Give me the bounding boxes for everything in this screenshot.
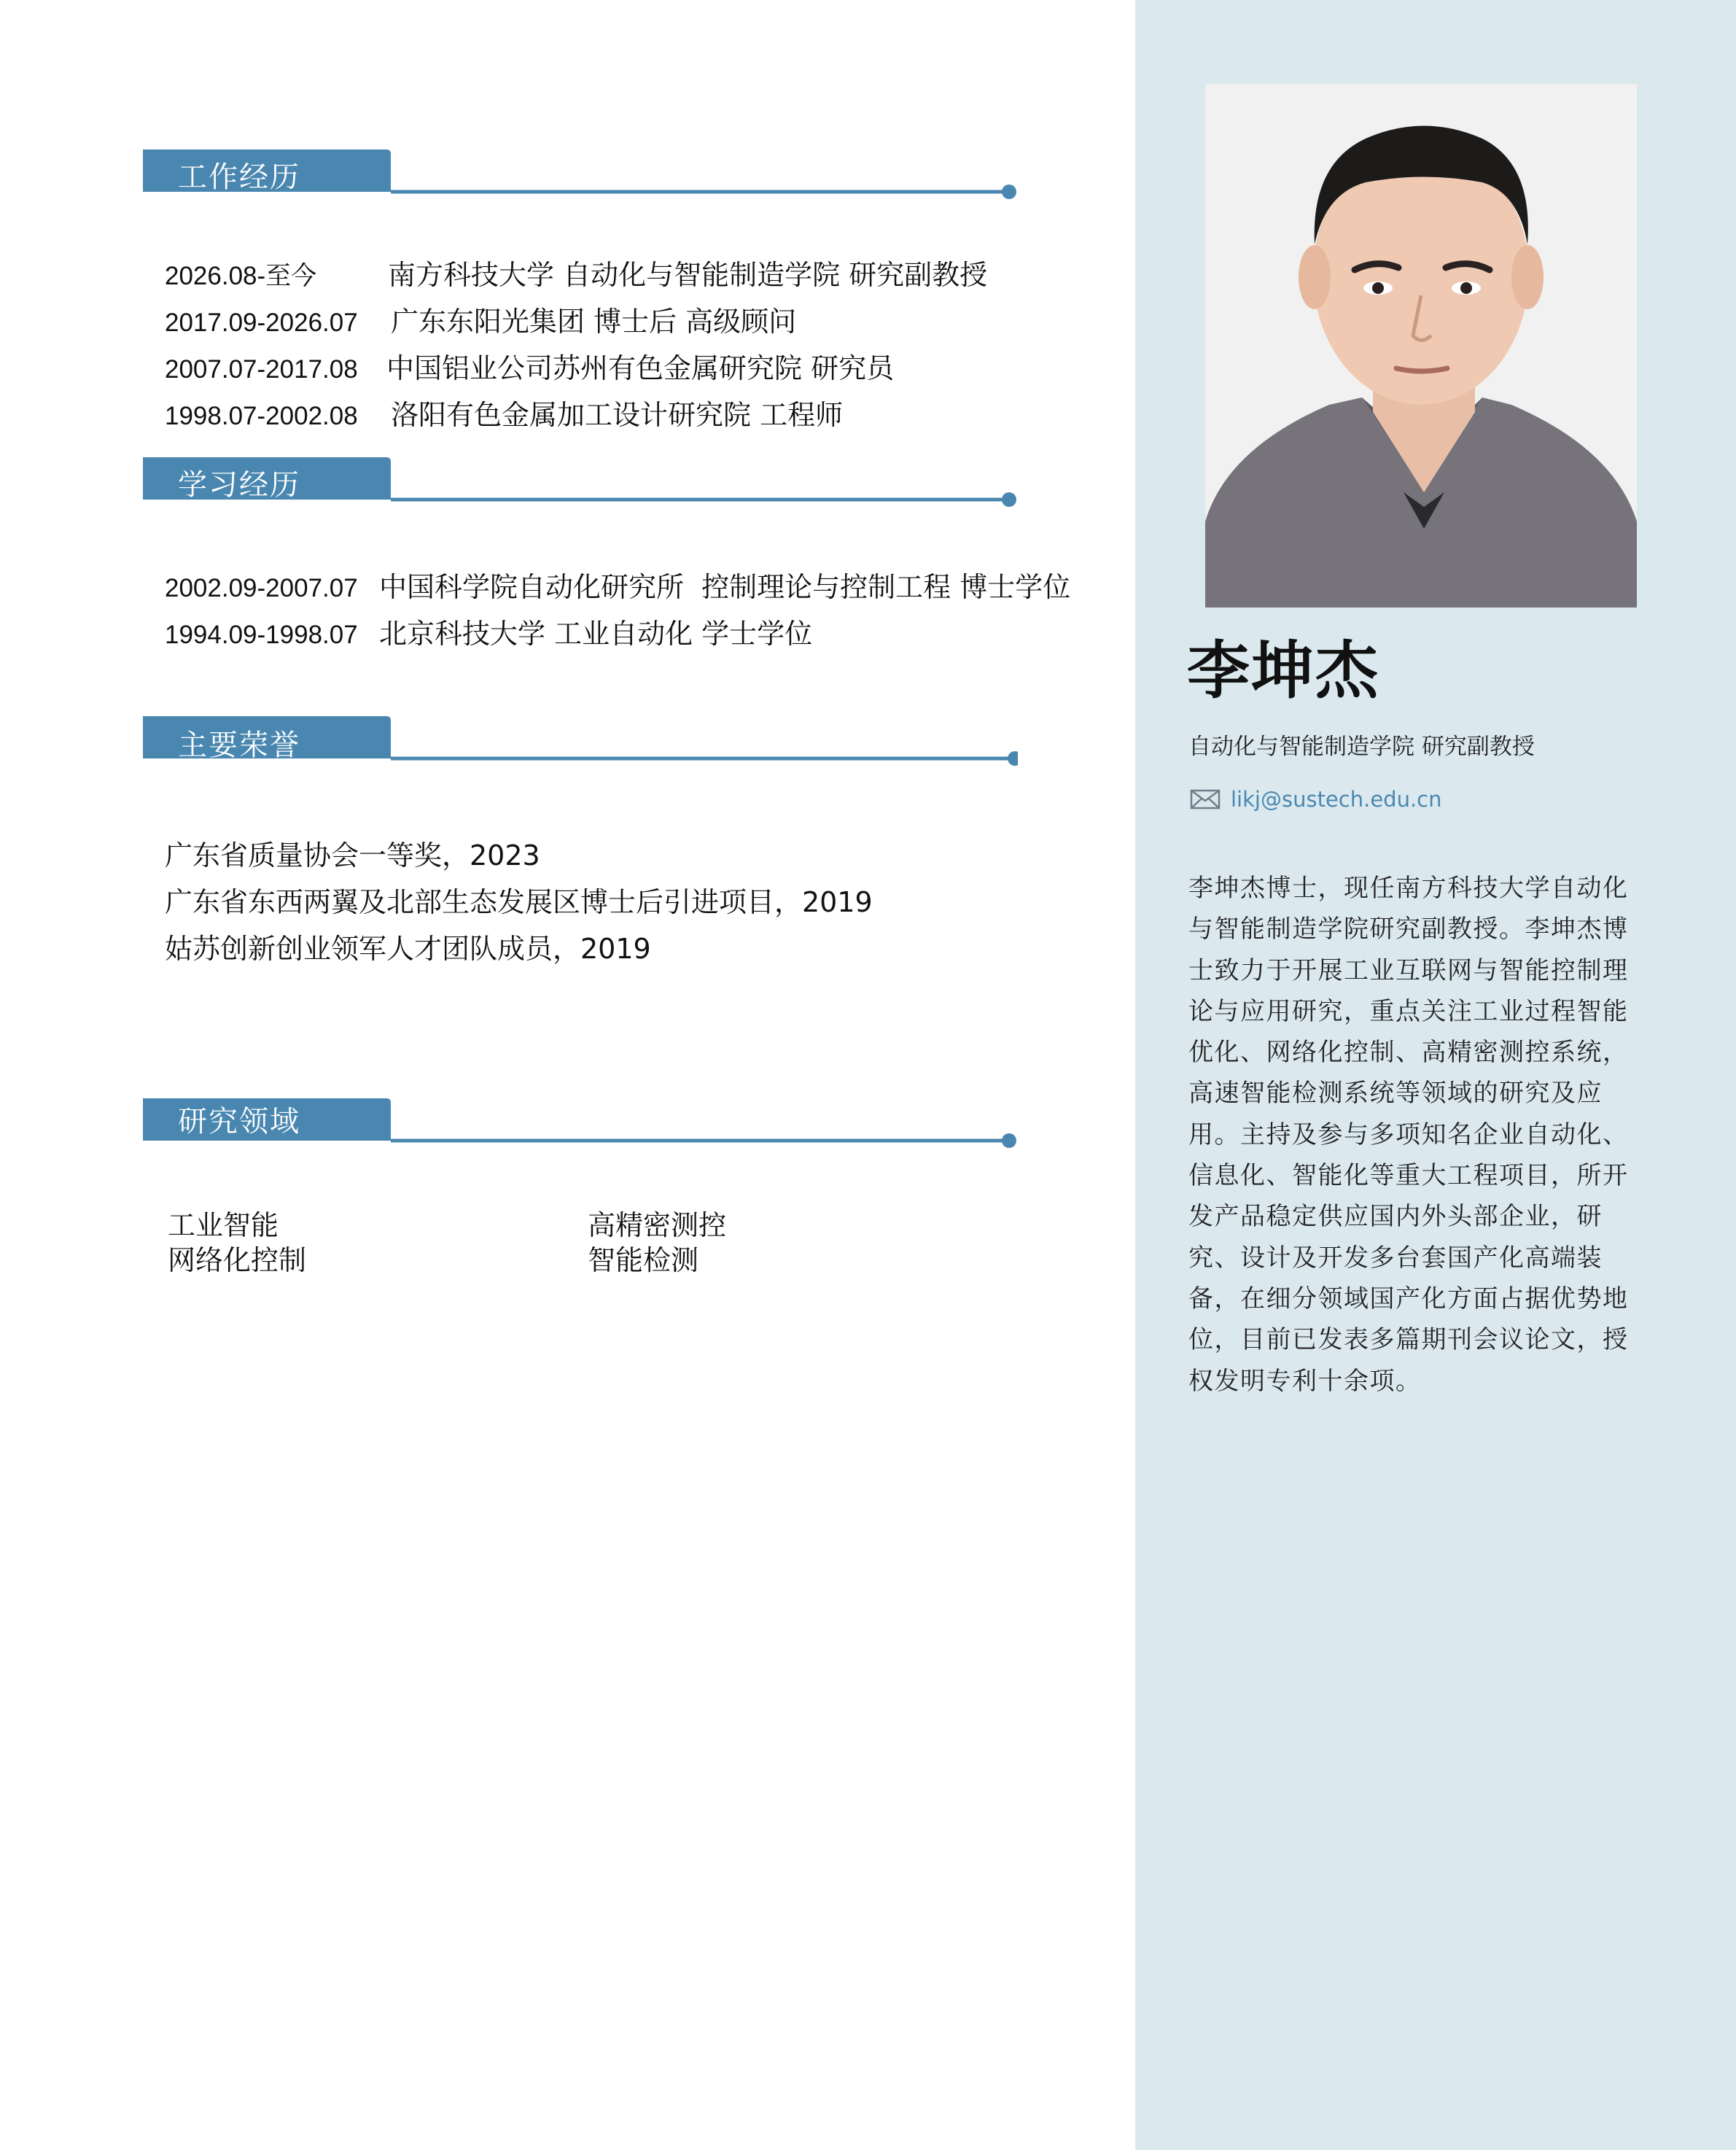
research-item: 高精密测控 xyxy=(588,1209,727,1241)
education-period: 2002.09-2007.07 xyxy=(165,574,358,602)
work-desc: 中国铝业公司苏州有色金属研究院 研究员 xyxy=(386,352,895,384)
education-item xyxy=(165,569,1070,607)
section-title-work: 工作经历 xyxy=(178,160,300,194)
profile-name: 李坤杰 xyxy=(1187,634,1379,707)
work-item xyxy=(165,257,987,295)
honor-item: 姑苏创新创业领军人才团队成员，2019 xyxy=(165,933,651,965)
work-item xyxy=(165,303,796,341)
section-header-work xyxy=(143,150,1018,201)
work-period: 1998.07-2002.08 xyxy=(165,402,358,430)
work-period: 2017.09-2026.07 xyxy=(165,308,358,337)
education-desc: 中国科学院自动化研究所 控制理论与控制工程 博士学位 xyxy=(379,571,1071,603)
work-item xyxy=(165,350,894,388)
section-title-honors: 主要荣誉 xyxy=(178,729,300,762)
work-desc: 洛阳有色金属加工设计研究院 工程师 xyxy=(391,399,844,431)
education-item xyxy=(165,616,812,653)
research-item: 智能检测 xyxy=(588,1244,699,1276)
person-portrait-image xyxy=(1205,84,1637,608)
work-period: 2007.07-2017.08 xyxy=(165,355,358,384)
work-desc: 广东东阳光集团 博士后 高级顾问 xyxy=(391,306,797,338)
work-item xyxy=(165,397,843,435)
profile-photo xyxy=(1205,84,1637,608)
section-title-education: 学习经历 xyxy=(178,468,300,502)
work-period: 2026.08-至今 xyxy=(165,262,317,290)
mail-icon xyxy=(1190,789,1221,810)
work-desc: 南方科技大学 自动化与智能制造学院 研究副教授 xyxy=(388,259,988,291)
honor-item: 广东省东西两翼及北部生态发展区博士后引进项目，2019 xyxy=(165,886,873,918)
email-row[interactable] xyxy=(1190,783,1442,815)
section-header-research xyxy=(143,1098,1018,1149)
profile-bio: 李坤杰博士，现任南方科技大学自动化与智能制造学院研究副教授。李坤杰博士致力于开展工业互联网与智能控制理论与应用研究，重点关注工业过程智能优化、网络化控制、高精密测控系统，高速智能检测系统等领域的研究及应用。主持及参与多项知名企业自动化、信息化、智能化等重大工程项目，所开发产品稳定供应国内外头部企业，研究、设计及开发多台套国产化高端装备，在细分领域国产化方面占据优势地位，目前已发表多篇期刊会议论文，授权发明专利十余项。 xyxy=(1188,874,1629,1396)
profile-title: 自动化与智能制造学院 研究副教授 xyxy=(1188,734,1535,760)
section-title-research: 研究领域 xyxy=(178,1105,300,1138)
email-link[interactable]: likj@sustech.edu.cn xyxy=(1231,787,1442,812)
research-item: 工业智能 xyxy=(168,1209,279,1241)
section-header-education xyxy=(143,457,1018,508)
section-header-honors xyxy=(143,716,1018,767)
honor-item: 广东省质量协会一等奖，2023 xyxy=(165,839,540,872)
research-item: 网络化控制 xyxy=(168,1244,307,1276)
education-desc: 北京科技大学 工业自动化 学士学位 xyxy=(379,618,813,650)
education-period: 1994.09-1998.07 xyxy=(165,621,358,649)
